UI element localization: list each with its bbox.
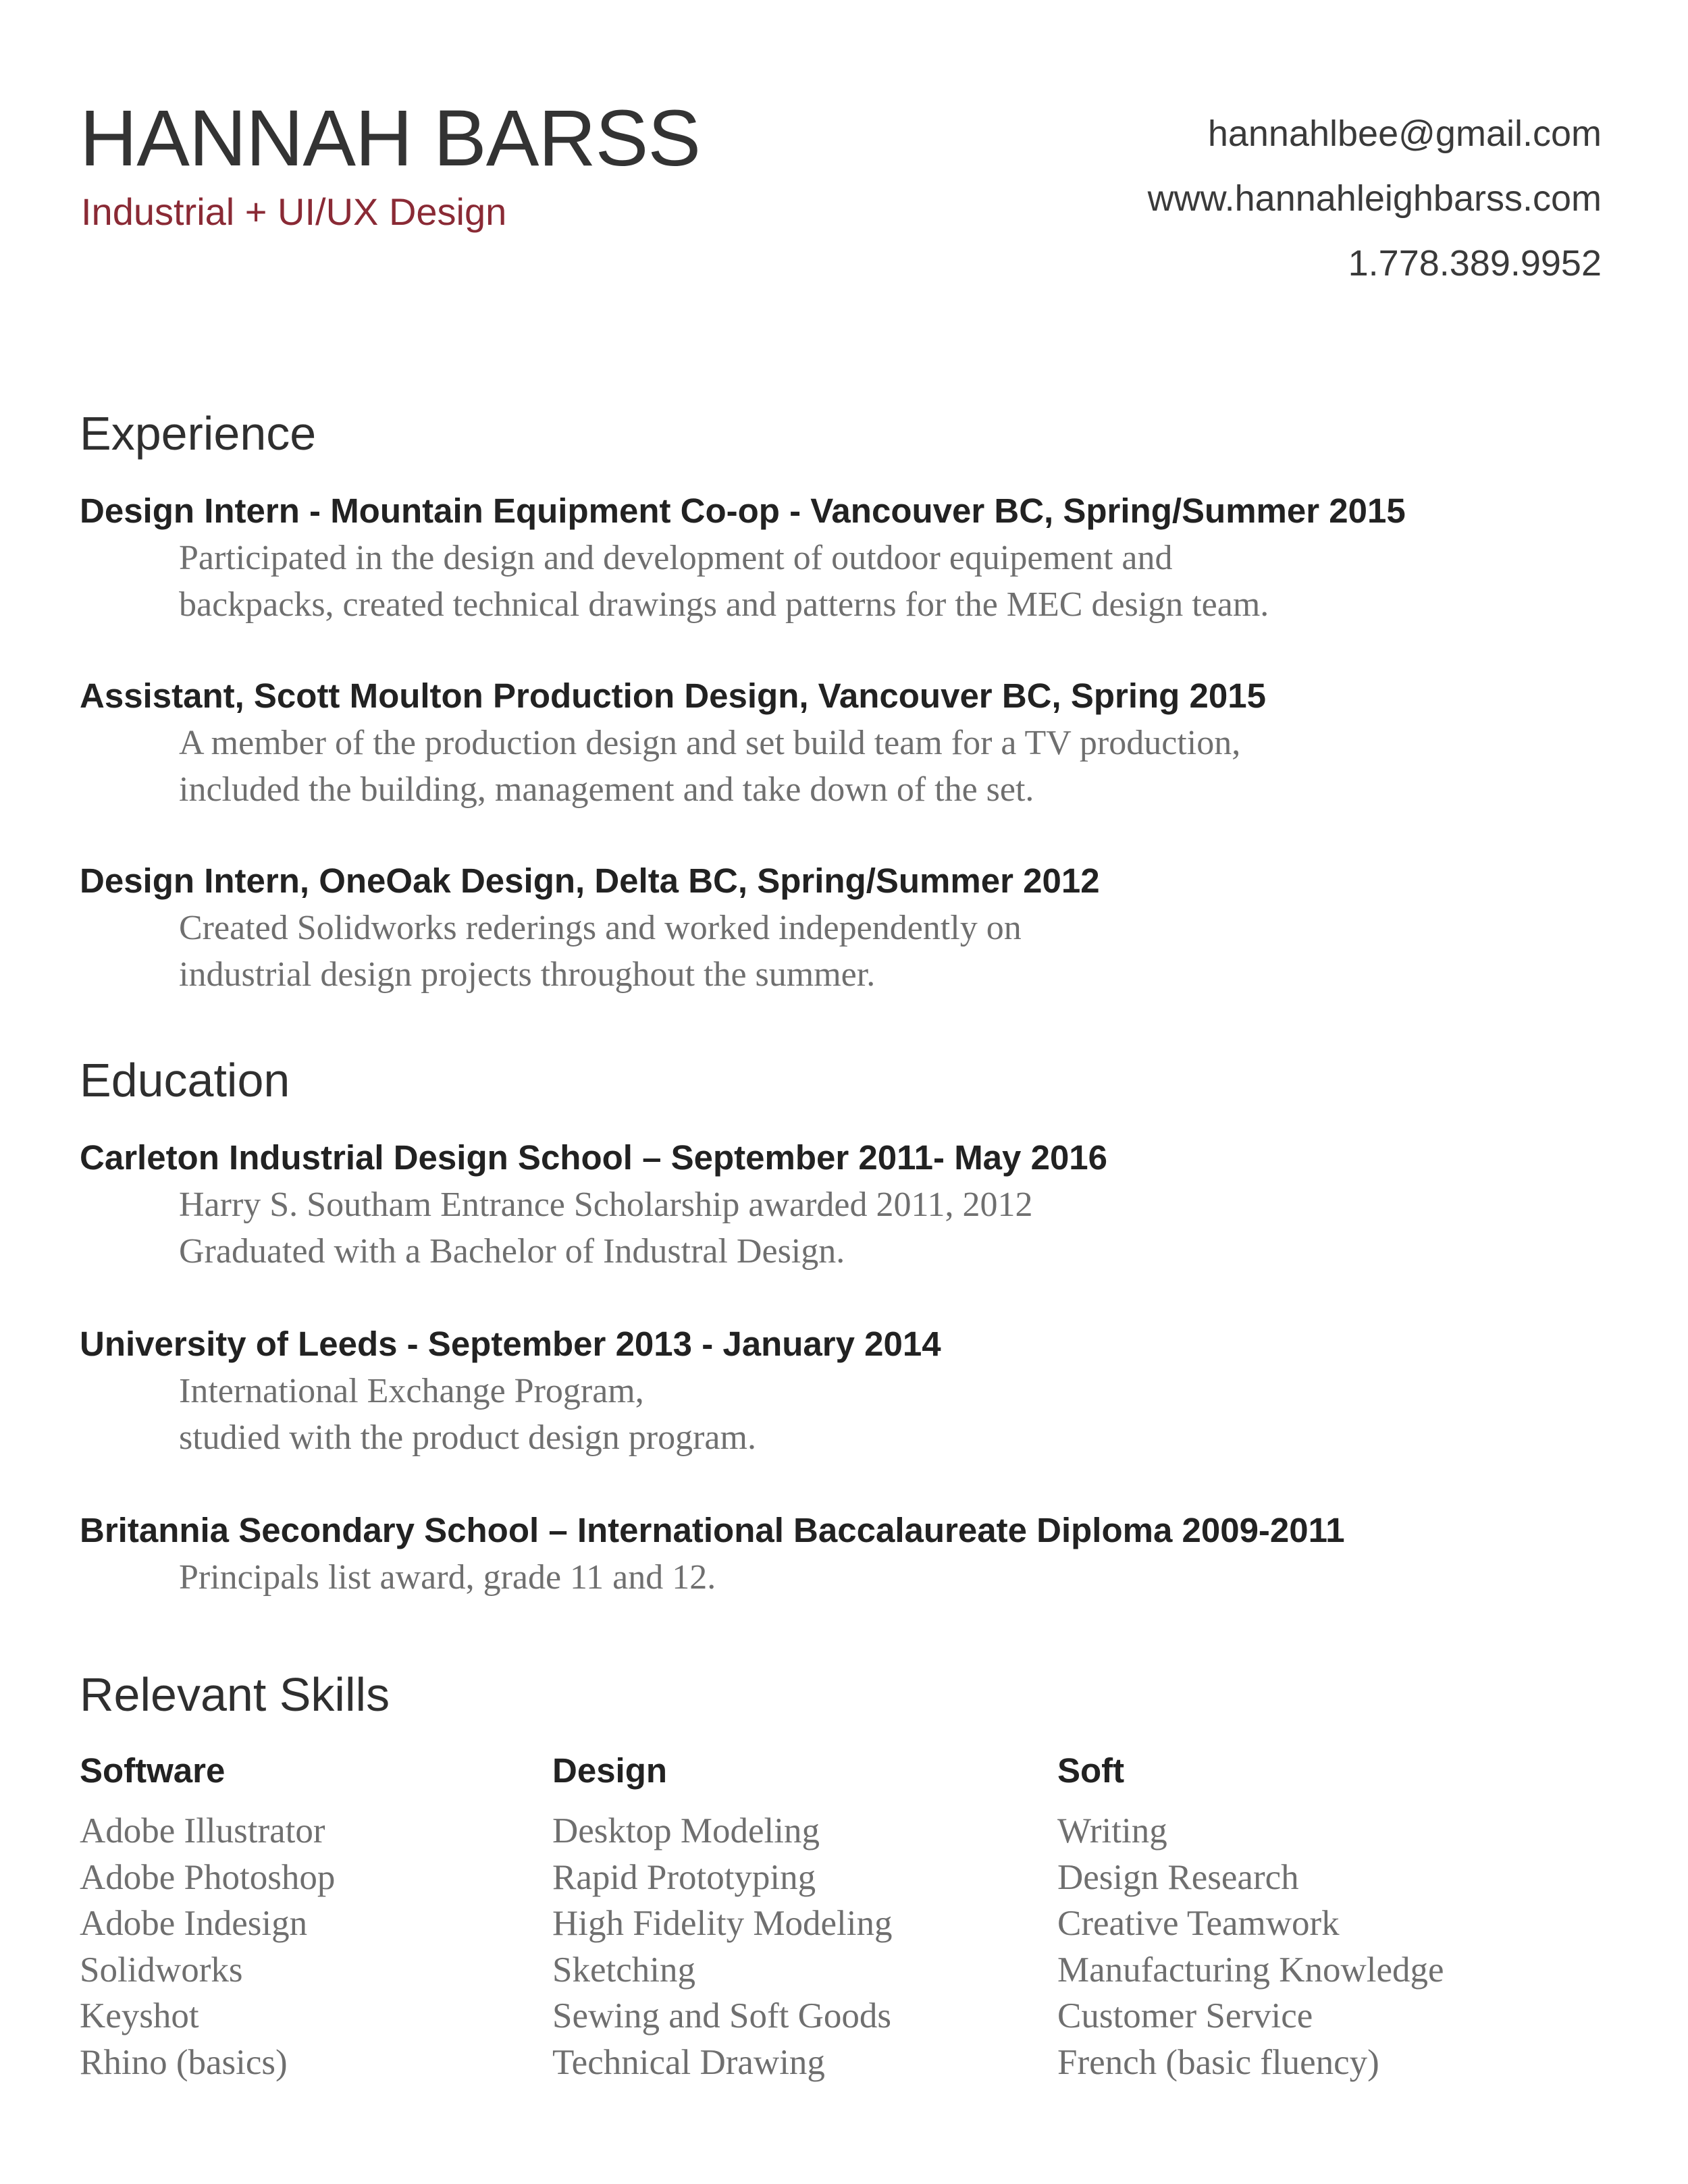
education-entry <box>80 1321 941 1461</box>
skills-heading: Relevant Skills <box>80 1668 390 1721</box>
skill-item: Desktop Modeling <box>552 1811 820 1850</box>
skill-item: Sketching <box>552 1950 695 1990</box>
contact-email[interactable]: hannahlbee@gmail.com <box>1207 113 1602 154</box>
skills-column-software <box>80 1747 335 2085</box>
skill-item: Solidworks <box>80 1950 243 1990</box>
skill-item: Creative Teamwork <box>1057 1904 1340 1943</box>
entry-description: Created Solidworks rederings and worked independently on <box>179 909 1022 947</box>
entry-description: backpacks, created technical drawings and patterns for the MEC design team. <box>179 585 1269 624</box>
candidate-tagline: Industrial + UI/UX Design <box>81 190 507 233</box>
contact-block <box>1148 101 1602 296</box>
experience-entry <box>80 487 1406 628</box>
entry-description: Graduated with a Bachelor of Industral Design. <box>179 1232 845 1271</box>
skill-item: Manufacturing Knowledge <box>1057 1950 1444 1990</box>
experience-heading: Experience <box>80 407 317 460</box>
entry-title: Design Intern, OneOak Design, Delta BC, Spring/Summer 2012 <box>80 861 1100 900</box>
candidate-name: HANNAH BARSS <box>80 94 701 183</box>
skill-item: Design Research <box>1057 1857 1299 1897</box>
skills-column-design <box>552 1747 893 2085</box>
experience-entry <box>80 672 1266 813</box>
skill-item: Adobe Photoshop <box>80 1857 336 1897</box>
experience-entry <box>80 857 1100 998</box>
skill-item: Adobe Indesign <box>80 1904 308 1943</box>
entry-title: Britannia Secondary School – International Baccalaureate Diploma 2009-2011 <box>80 1511 1345 1549</box>
skill-item: Rapid Prototyping <box>552 1857 816 1897</box>
entry-description: included the building, management and take down of the set. <box>179 770 1034 809</box>
contact-website[interactable]: www.hannahleighbarss.com <box>1147 178 1602 219</box>
entry-description: Principals list award, grade 11 and 12. <box>179 1558 716 1597</box>
entry-description: Participated in the design and development of outdoor equipement and <box>179 539 1173 577</box>
skill-item: Sewing and Soft Goods <box>552 1996 892 2035</box>
skill-item: Technical Drawing <box>552 2042 825 2082</box>
education-heading: Education <box>80 1054 290 1107</box>
skills-column-heading: Software <box>80 1751 226 1790</box>
skill-item: Keyshot <box>80 1996 199 2035</box>
entry-description: A member of the production design and set build team for a TV production, <box>179 724 1241 762</box>
education-entry <box>80 1507 1345 1601</box>
skills-column-soft <box>1057 1747 1444 2085</box>
entry-title: University of Leeds - September 2013 - January 2014 <box>80 1325 941 1363</box>
skill-item: High Fidelity Modeling <box>552 1904 893 1943</box>
contact-phone: 1.778.389.9952 <box>1348 243 1602 284</box>
skill-item: Customer Service <box>1057 1996 1313 2035</box>
entry-title: Design Intern - Mountain Equipment Co-op - Vancouver BC, Spring/Summer 2015 <box>80 491 1406 530</box>
skill-item: Rhino (basics) <box>80 2042 288 2082</box>
skill-item: Adobe Illustrator <box>80 1811 325 1850</box>
entry-description: studied with the product design program. <box>179 1418 756 1457</box>
skill-item: Writing <box>1057 1811 1167 1850</box>
entry-title: Carleton Industrial Design School – September 2011- May 2016 <box>80 1138 1108 1177</box>
entry-title: Assistant, Scott Moulton Production Design, Vancouver BC, Spring 2015 <box>80 676 1266 715</box>
entry-description: International Exchange Program, <box>179 1372 644 1410</box>
skills-column-heading: Design <box>552 1751 668 1790</box>
education-entry <box>80 1134 1107 1275</box>
skills-column-heading: Soft <box>1057 1751 1125 1790</box>
skill-item: French (basic fluency) <box>1057 2042 1379 2082</box>
entry-description: Harry S. Southam Entrance Scholarship awarded 2011, 2012 <box>179 1186 1033 1224</box>
entry-description: industrial design projects throughout the summer. <box>179 955 876 994</box>
